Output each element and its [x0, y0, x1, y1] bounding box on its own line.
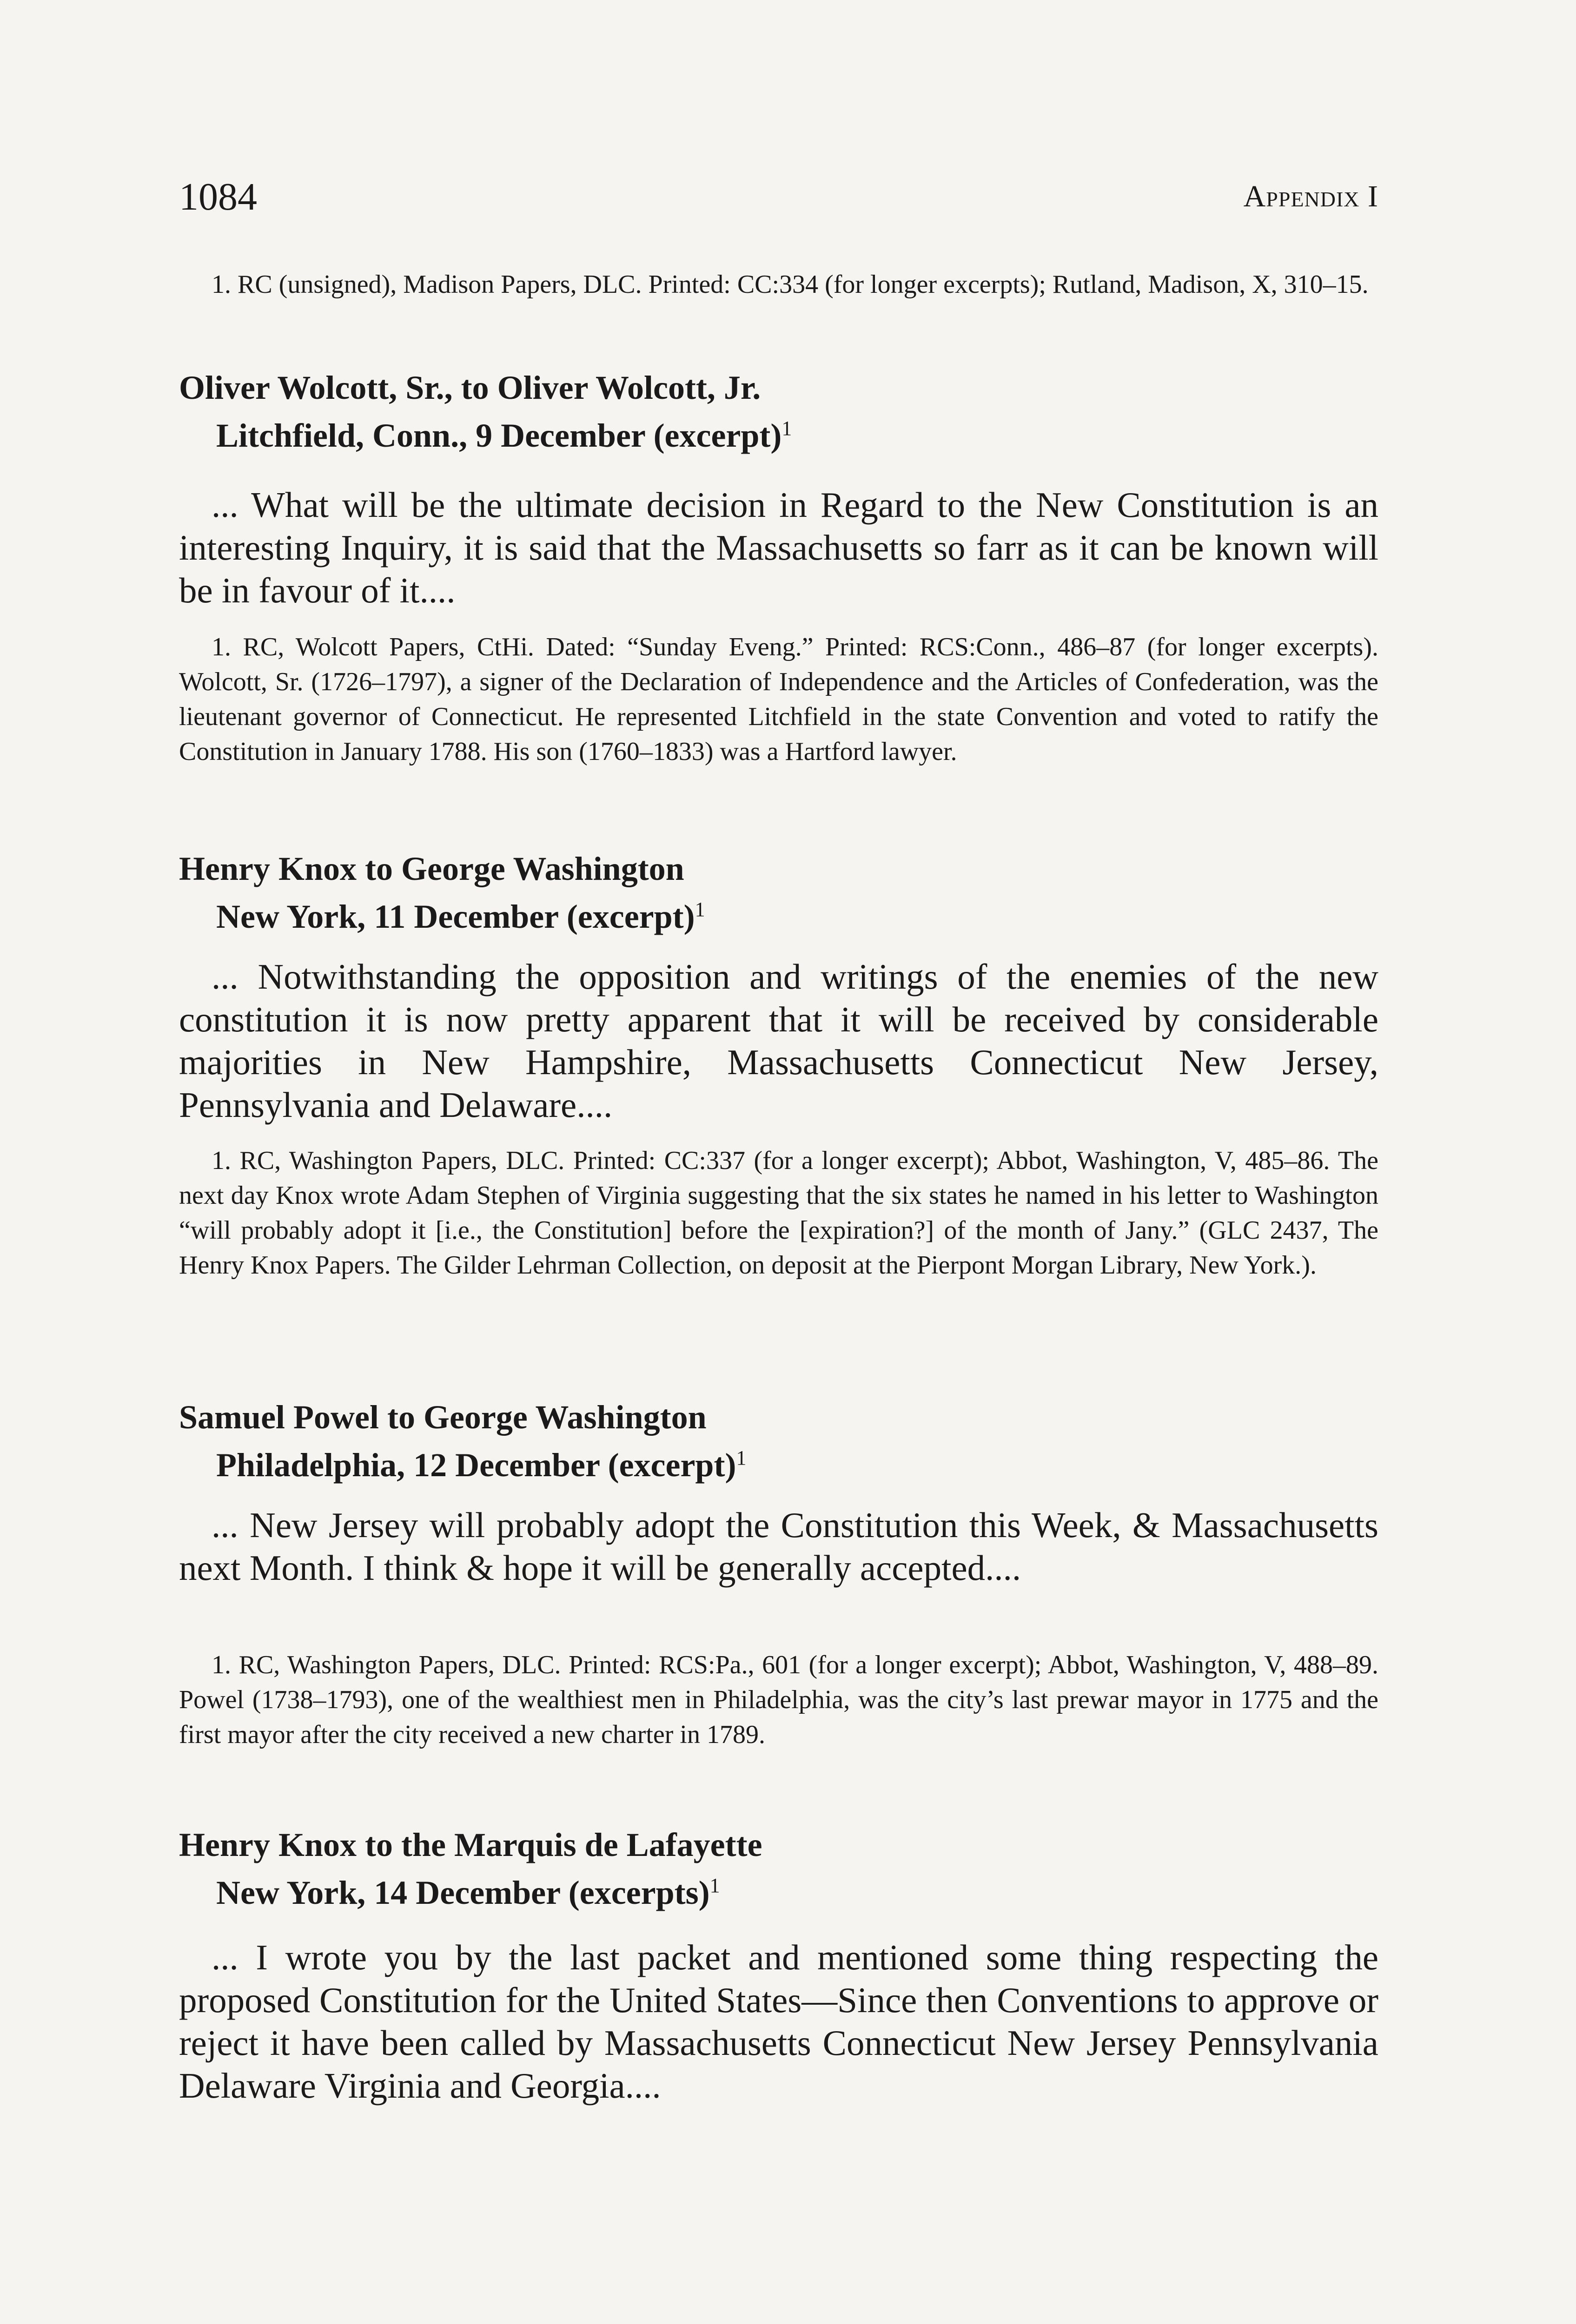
letter-heading: [179, 848, 1378, 937]
excerpt-knox-washington: [179, 955, 1378, 1126]
page-number: 1084: [179, 175, 257, 218]
footnote-text: 1. RC, Washington Papers, DLC. Printed: CC:337 (for a longer excerpt); Abbot, Washington, V, 485–86. The next day Knox wrote Adam Stephen of Virginia suggesting that the six states he named in his letter to Washington “will probably adopt it [i.e., the Constitution] before the [expiration?] of the month of Jany.” (GLC 2437, The Henry Knox Papers. The Gilder Lehrman Collection, on deposit at the Pierpont Morgan Library, New York.).: [179, 1146, 1378, 1280]
excerpt-text: ... New Jersey will probably adopt the Constitution this Week, & Massachusetts next Month. I think & hope it will be generally accepted....: [179, 1505, 1378, 1588]
letter-heading: [179, 1824, 1378, 1913]
footnote-text: 1. RC, Washington Papers, DLC. Printed: RCS:Pa., 601 (for a longer excerpt); Abbot, Washington, V, 488–89. Powel (1738–1793), one of the wealthiest men in Philadelphia, was the city’s last prewar mayor in 1775 and the first mayor after the city received a new charter in 1789.: [179, 1651, 1378, 1749]
section-title: Appendix I: [1243, 179, 1378, 213]
note-knox-washington: [179, 1143, 1378, 1283]
letter-heading-line1: Henry Knox to the Marquis de Lafayette: [179, 1826, 762, 1863]
footnote-mark: 1: [695, 898, 705, 921]
letter-entry-powel: [179, 1397, 1378, 1486]
excerpt-text: ... I wrote you by the last packet and mentioned some thing respecting the proposed Constitution for the United States—Since then Conventions to approve or reject it have been called by Massachusetts Connecticut New Jersey Pennsylvania Delaware Virginia and Georgia....: [179, 1937, 1378, 2106]
footnote-mark: 1: [736, 1446, 747, 1469]
letter-heading-line2: Philadelphia, 12 December (excerpt): [216, 1446, 736, 1484]
letter-heading-line2: Litchfield, Conn., 9 December (excerpt): [216, 417, 782, 454]
excerpt-knox-lafayette: [179, 1936, 1378, 2107]
letter-heading-line1: Samuel Powel to George Washington: [179, 1399, 707, 1436]
letter-entry-knox-washington: [179, 848, 1378, 937]
letter-heading-line1: Oliver Wolcott, Sr., to Oliver Wolcott, Jr.: [179, 369, 761, 406]
letter-entry-knox-lafayette: [179, 1824, 1378, 1913]
excerpt-text: ... What will be the ultimate decision in Regard to the New Constitution is an interesting Inquiry, it is said that the Massachusetts so farr as it can be known will be in favour of it....: [179, 485, 1378, 610]
note-wolcott: [179, 630, 1378, 769]
letter-entry-wolcott: [179, 367, 1378, 456]
letter-heading-line2: New York, 11 December (excerpt): [216, 898, 695, 935]
top-footnote: [179, 267, 1378, 302]
note-powel: [179, 1648, 1378, 1752]
letter-heading-line1: Henry Knox to George Washington: [179, 850, 684, 887]
excerpt-wolcott: [179, 483, 1378, 612]
running-head: [179, 174, 1378, 230]
footnote-text: 1. RC, Wolcott Papers, CtHi. Dated: “Sunday Eveng.” Printed: RCS:Conn., 486–87 (for longer excerpts). Wolcott, Sr. (1726–1797), a signer of the Declaration of Independence and the Articles of Confederation, was the lieutenant governor of Connecticut. He represented Litchfield in the state Convention and voted to ratify the Constitution in January 1788. His son (1760–1833) was a Hartford lawyer.: [179, 633, 1378, 766]
letter-heading-line2: New York, 14 December (excerpts): [216, 1874, 710, 1911]
letter-heading: [179, 1397, 1378, 1486]
excerpt-powel: [179, 1504, 1378, 1589]
footnote-mark: 1: [781, 417, 792, 440]
excerpt-text: ... Notwithstanding the opposition and writings of the enemies of the new constitution it is now pretty apparent that it will be received by considerable majorities in New Hampshire, Massachusetts Connecticut New Jersey, Pennsylvania and Delaware....: [179, 957, 1378, 1125]
footnote-mark: 1: [709, 1874, 720, 1897]
footnote-text: 1. RC (unsigned), Madison Papers, DLC. Printed: CC:334 (for longer excerpts); Rutland, Madison, X, 310–15.: [212, 270, 1369, 299]
letter-heading: [179, 367, 1378, 456]
